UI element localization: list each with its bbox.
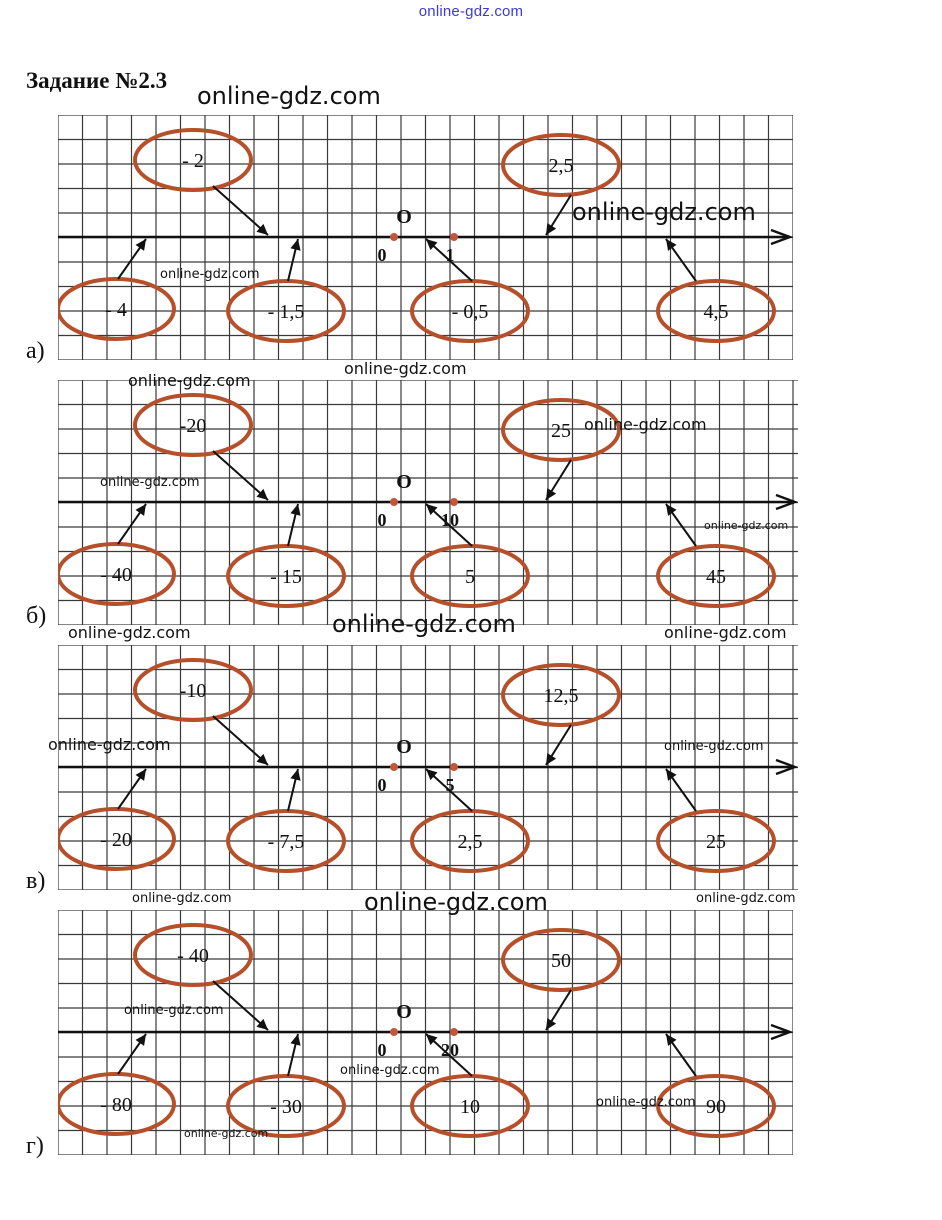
unit-point-b: [450, 498, 458, 506]
panel-label-v: в): [26, 868, 46, 894]
value-label-top: -10: [179, 680, 207, 702]
zero-label-g: 0: [377, 1040, 387, 1060]
unit-point-a: [450, 233, 458, 241]
site-url-header[interactable]: online-gdz.com: [418, 3, 524, 20]
value-label-bottom: 90: [706, 1096, 726, 1118]
origin-label-a: O: [396, 206, 412, 228]
origin-point-b: [390, 498, 398, 506]
pointer-arrow-head: [546, 753, 556, 765]
unit-point-v: [450, 763, 458, 771]
unit-label-b: 10: [441, 510, 459, 530]
number-line-figure-g: [58, 910, 793, 1155]
value-label-top: - 40: [177, 945, 209, 967]
number-line-panel-g: [58, 910, 793, 1155]
pointer-arrow-head: [290, 769, 300, 781]
watermark: online-gdz.com: [48, 735, 171, 754]
watermark: online-gdz.com: [197, 82, 381, 110]
value-label-bottom: - 80: [100, 1094, 132, 1116]
pointer-arrow-head: [546, 1018, 556, 1030]
watermark: online-gdz.com: [364, 888, 548, 916]
pointer-arrow: [213, 451, 268, 500]
pointer-arrow-head: [666, 504, 677, 516]
origin-label-v: O: [396, 736, 412, 758]
value-label-bottom: - 0,5: [451, 301, 489, 323]
zero-label-v: 0: [377, 775, 387, 795]
panel-label-a: а): [26, 338, 45, 364]
origin-point-g: [390, 1028, 398, 1036]
pointer-arrow-head: [136, 239, 146, 251]
pointer-arrow-head: [546, 488, 556, 500]
watermark: online-gdz.com: [128, 371, 251, 390]
origin-point-v: [390, 763, 398, 771]
watermark: online-gdz.com: [332, 610, 516, 638]
unit-label-g: 20: [441, 1040, 459, 1060]
value-label-bottom: 45: [706, 566, 726, 588]
value-label-top: - 2: [182, 150, 204, 172]
pointer-arrow-head: [666, 239, 677, 251]
watermark: online-gdz.com: [696, 891, 796, 906]
value-label-top: 2,5: [548, 155, 574, 177]
origin-point-a: [390, 233, 398, 241]
value-label-bottom: - 15: [270, 566, 302, 588]
watermark: online-gdz.com: [68, 623, 191, 642]
watermark: online-gdz.com: [160, 267, 260, 282]
value-label-bottom: - 20: [100, 829, 132, 851]
pointer-arrow-head: [290, 239, 300, 251]
pointer-arrow-head: [290, 1034, 300, 1046]
watermark: online-gdz.com: [184, 1127, 269, 1140]
value-label-bottom: - 30: [270, 1096, 302, 1118]
watermark: online-gdz.com: [572, 198, 756, 226]
pointer-arrow-head: [666, 769, 677, 781]
origin-label-b: O: [396, 471, 412, 493]
value-label-top: 12,5: [543, 685, 579, 707]
watermark: online-gdz.com: [704, 519, 789, 532]
pointer-arrow-head: [136, 1034, 146, 1046]
watermark: online-gdz.com: [664, 739, 764, 754]
origin-label-g: O: [396, 1001, 412, 1023]
pointer-arrow-head: [290, 504, 300, 516]
number-line-panel-a: [58, 115, 793, 360]
zero-label-b: 0: [377, 510, 387, 530]
value-label-bottom: 4,5: [703, 301, 729, 323]
number-line-figure-v: [58, 645, 798, 890]
value-label-top: 25: [551, 420, 571, 442]
watermark: online-gdz.com: [596, 1095, 696, 1110]
panel-label-b: б): [26, 603, 47, 629]
watermark: online-gdz.com: [344, 359, 467, 378]
value-label-bottom: - 4: [105, 299, 127, 321]
value-label-bottom: 5: [465, 566, 475, 588]
value-label-bottom: - 7,5: [267, 831, 305, 853]
pointer-arrow-head: [136, 504, 146, 516]
watermark: online-gdz.com: [664, 623, 787, 642]
value-label-bottom: - 1,5: [267, 301, 305, 323]
watermark: online-gdz.com: [124, 1003, 224, 1018]
unit-label-v: 5: [445, 775, 455, 795]
watermark: online-gdz.com: [584, 415, 707, 434]
pointer-arrow-head: [666, 1034, 677, 1046]
pointer-arrow-head: [136, 769, 146, 781]
unit-label-a: 1: [445, 245, 455, 265]
watermark: online-gdz.com: [132, 891, 232, 906]
pointer-arrow: [213, 716, 268, 765]
unit-point-g: [450, 1028, 458, 1036]
value-label-top: 50: [551, 950, 571, 972]
value-label-bottom: 2,5: [457, 831, 483, 853]
value-label-top: -20: [179, 415, 207, 437]
panel-label-g: г): [26, 1133, 44, 1159]
task-title: Задание №2.3: [26, 68, 168, 93]
zero-label-a: 0: [377, 245, 387, 265]
value-label-bottom: - 40: [100, 564, 132, 586]
number-line-figure-a: [58, 115, 793, 360]
value-label-bottom: 10: [460, 1096, 480, 1118]
pointer-arrow-head: [546, 223, 556, 235]
number-line-panel-v: [58, 645, 798, 890]
value-label-bottom: 25: [706, 831, 726, 853]
watermark: online-gdz.com: [100, 475, 200, 490]
watermark: online-gdz.com: [340, 1063, 440, 1078]
pointer-arrow: [213, 186, 268, 235]
